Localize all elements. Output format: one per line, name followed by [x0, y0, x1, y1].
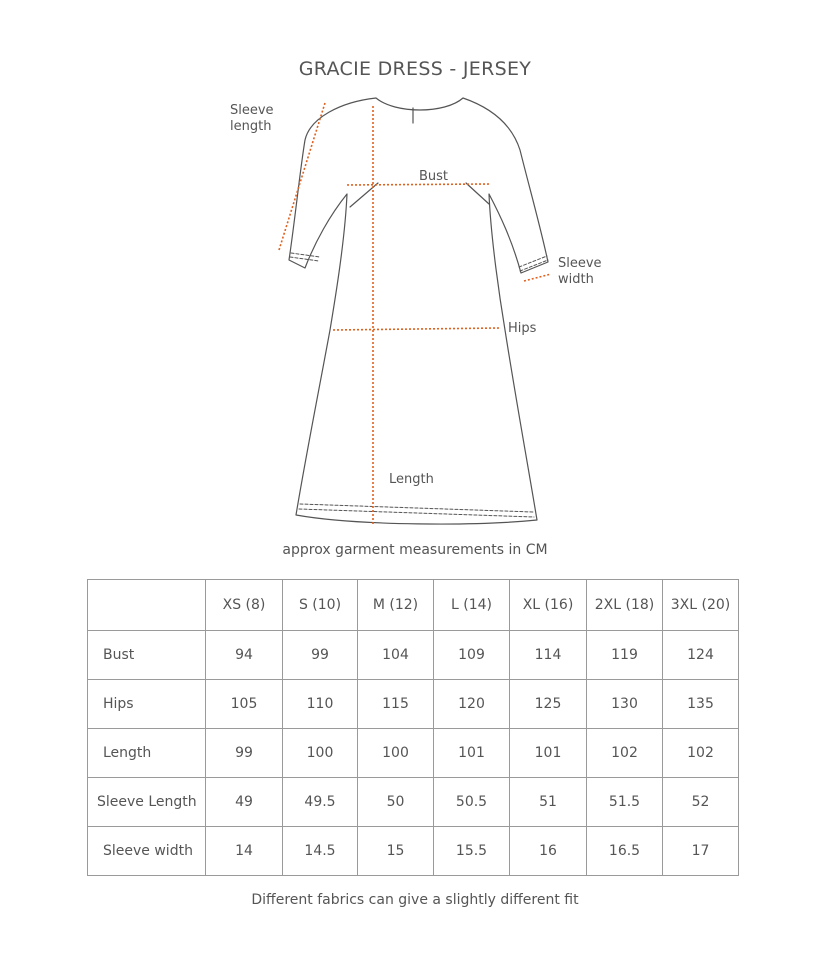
- column-header: 2XL (18): [587, 580, 663, 631]
- column-header: S (10): [283, 580, 358, 631]
- table-cell: 15.5: [434, 827, 510, 876]
- table-header-row: [88, 580, 739, 631]
- sleeve-hem-stitch-right: [520, 260, 548, 271]
- table-cell: 101: [510, 729, 587, 778]
- bust-dart-right: [466, 183, 489, 204]
- table-cell: 135: [663, 680, 739, 729]
- table-cell: 17: [663, 827, 739, 876]
- table-cell: 14.5: [283, 827, 358, 876]
- table-cell: 110: [283, 680, 358, 729]
- table-cell: 50: [358, 778, 434, 827]
- sleeve-length-label: length: [230, 119, 272, 134]
- row-label: Hips: [88, 680, 206, 729]
- table-cell: 102: [587, 729, 663, 778]
- column-header: [88, 580, 206, 631]
- hem-stitch: [300, 504, 533, 512]
- measurements-caption: approx garment measurements in CM: [282, 542, 548, 558]
- page-title: GRACIE DRESS - JERSEY: [298, 58, 532, 80]
- hips-measure: [333, 328, 500, 330]
- column-header: L (14): [434, 580, 510, 631]
- table-cell: 14: [206, 827, 283, 876]
- table-cell: 16.5: [587, 827, 663, 876]
- bust-measure: [347, 184, 489, 185]
- sleeve-hem-stitch-left: [290, 257, 319, 261]
- row-label: Sleeve Length: [88, 778, 206, 827]
- table-row: [88, 729, 739, 778]
- sleeve-length-label: Sleeve: [230, 103, 274, 118]
- column-header: 3XL (20): [663, 580, 739, 631]
- row-label: Length: [88, 729, 206, 778]
- table-cell: 125: [510, 680, 587, 729]
- table-cell: 15: [358, 827, 434, 876]
- sleeve-hem-stitch-left: [291, 253, 320, 257]
- column-header: XS (8): [206, 580, 283, 631]
- row-label: Bust: [88, 631, 206, 680]
- fit-note: Different fabrics can give a slightly different fit: [251, 892, 579, 908]
- sleeve-width-measure: [524, 274, 551, 281]
- row-label: Sleeve width: [88, 827, 206, 876]
- dress-outline: [289, 98, 548, 524]
- table-row: [88, 631, 739, 680]
- column-header: M (12): [358, 580, 434, 631]
- table-cell: 49: [206, 778, 283, 827]
- table-cell: 51.5: [587, 778, 663, 827]
- sleeve-width-label: width: [558, 272, 594, 287]
- table-cell: 119: [587, 631, 663, 680]
- column-header: XL (16): [510, 580, 587, 631]
- table-cell: 109: [434, 631, 510, 680]
- table-cell: 99: [206, 729, 283, 778]
- table-row: [88, 778, 739, 827]
- table-cell: 50.5: [434, 778, 510, 827]
- bust-label: Bust: [419, 169, 449, 184]
- table-cell: 120: [434, 680, 510, 729]
- table-cell: 16: [510, 827, 587, 876]
- table-cell: 99: [283, 631, 358, 680]
- size-table: [87, 579, 739, 876]
- table-cell: 49.5: [283, 778, 358, 827]
- table-cell: 101: [434, 729, 510, 778]
- sleeve-hem-stitch-right: [519, 256, 547, 267]
- table-cell: 105: [206, 680, 283, 729]
- table-cell: 114: [510, 631, 587, 680]
- table-cell: 51: [510, 778, 587, 827]
- table-cell: 100: [358, 729, 434, 778]
- table-cell: 124: [663, 631, 739, 680]
- table-cell: 94: [206, 631, 283, 680]
- hem-stitch: [299, 509, 534, 517]
- table-cell: 52: [663, 778, 739, 827]
- sleeve-length-measure: [279, 103, 325, 250]
- table-cell: 100: [283, 729, 358, 778]
- table-cell: 102: [663, 729, 739, 778]
- table-cell: 104: [358, 631, 434, 680]
- hips-label: Hips: [508, 321, 537, 336]
- table-cell: 130: [587, 680, 663, 729]
- table-row: [88, 827, 739, 876]
- length-label: Length: [389, 472, 434, 487]
- sleeve-width-label: Sleeve: [558, 256, 602, 271]
- table-cell: 115: [358, 680, 434, 729]
- table-row: [88, 680, 739, 729]
